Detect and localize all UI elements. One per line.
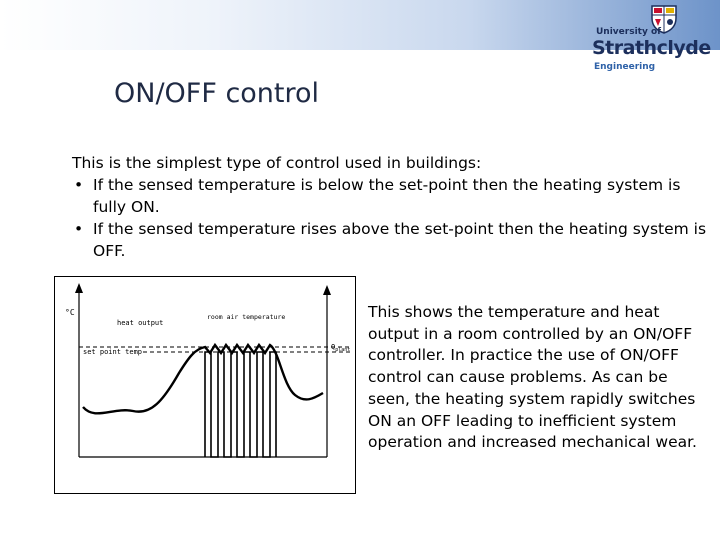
bullet-item (72, 174, 712, 218)
logo-strathclyde: Strathclyde (592, 37, 711, 59)
bullet-text: If the sensed temperature is below the set-point then the heating system is fully ON. (93, 176, 681, 216)
logo-engineering: Engineering (594, 62, 656, 72)
bullet-item (72, 218, 712, 262)
heat-output-pulses (205, 352, 276, 457)
bullet-list (72, 174, 712, 262)
set-point-label: set point temp (83, 348, 143, 356)
logo-university-of: University of (596, 27, 662, 37)
heat-output-label: heat output (117, 319, 164, 327)
right-axis-arrow (323, 285, 331, 295)
y-unit-label: °C (65, 308, 75, 317)
left-axis-arrow (75, 283, 83, 293)
right-axis-label-sub: plant (335, 347, 351, 353)
room-air-temp-label: room air temperature (207, 313, 286, 321)
bullet-marker: • (74, 176, 84, 194)
onoff-diagram (54, 276, 356, 494)
intro-text-block (72, 152, 712, 262)
bullet-text: If the sensed temperature rises above the set-point then the heating system is OFF. (93, 220, 707, 260)
university-logo[interactable] (592, 4, 716, 76)
bullet-marker: • (74, 220, 84, 238)
diagram-svg (55, 277, 355, 493)
right-axis-label-main: Q (331, 343, 336, 351)
intro-sentence: This is the simplest type of control used in buildings: (72, 154, 482, 172)
slide-title: ON/OFF control (114, 78, 320, 109)
description-text: This shows the temperature and heat output in a room controlled by an ON/OFF controller. In practice the use of ON/OFF control can cause problems. As can be seen, the heating system rapidly switches ON an OFF leading to inefficient system operation and increased mechanical wear. (368, 303, 697, 452)
